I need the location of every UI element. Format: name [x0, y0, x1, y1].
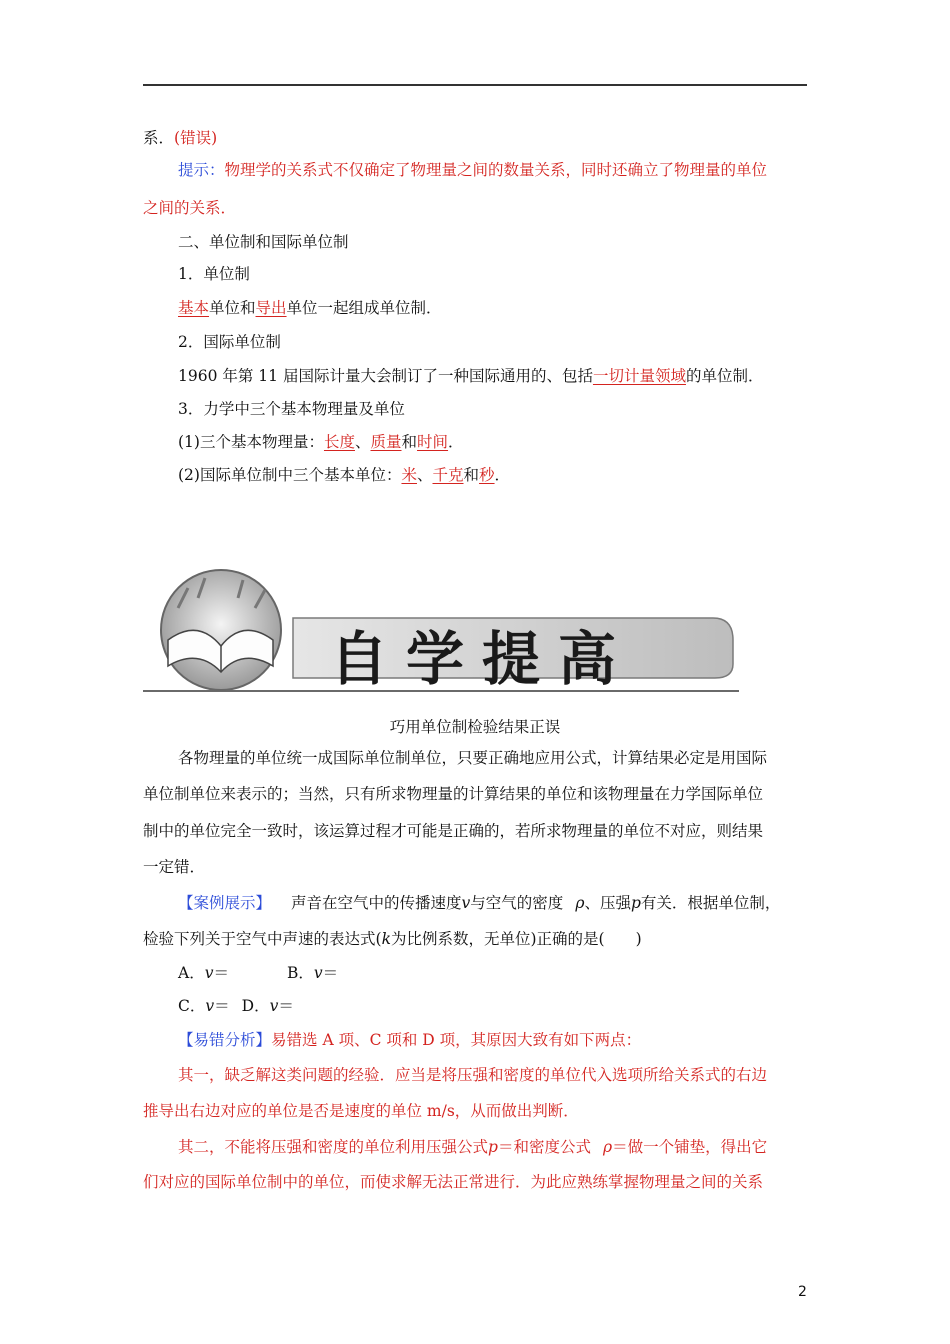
var-rho: ρ — [575, 894, 585, 912]
analysis-reason-1 — [178, 1065, 848, 1085]
text: ＝和密度公式 — [497, 1138, 591, 1156]
options-cd — [178, 996, 848, 1016]
text: 的单位制． — [685, 367, 764, 385]
blank-second: 秒 — [479, 466, 495, 484]
blank-time: 时间 — [417, 433, 449, 451]
blank-all-fields: 一切计量领域 — [592, 367, 686, 385]
si-line — [178, 366, 848, 386]
text: 单位和 — [209, 299, 256, 317]
section-heading-2: 二、单位制和国际单位制 — [178, 233, 349, 251]
analysis-line-1 — [178, 1030, 848, 1050]
text: 与空气的密度 — [470, 894, 564, 912]
blank-meter: 米 — [401, 466, 417, 484]
para-line-1: 各物理量的单位统一成国际单位制单位，只要正确地应用公式，计算结果必定是用国际 — [178, 749, 768, 767]
base-units-line — [178, 465, 848, 485]
verdict-wrong: (错误) — [174, 129, 218, 147]
text: 1960 年第 11 届国际计量大会制订了一种国际通用的、包括 — [178, 367, 593, 385]
eq: ＝ — [214, 997, 230, 1015]
option-c: C． — [178, 997, 206, 1015]
unit-system-line — [178, 298, 848, 318]
blank-basic: 基本 — [178, 299, 210, 317]
item-3-heading: 3．力学中三个基本物理量及单位 — [178, 400, 405, 418]
item-1-heading: 1．单位制 — [178, 265, 250, 283]
var-v: v — [205, 997, 215, 1015]
blank-kilogram: 千克 — [432, 466, 464, 484]
case-line-1 — [178, 893, 848, 913]
text: 单位一起组成单位制． — [286, 299, 442, 317]
blank-derived: 导出 — [255, 299, 287, 317]
blank-mass: 质量 — [370, 433, 402, 451]
line-relation — [143, 128, 813, 148]
eq: ＝ — [278, 997, 294, 1015]
sep: 和 — [401, 433, 418, 451]
text: (1)三个基本物理量： — [178, 433, 324, 451]
var-p: p — [488, 1138, 498, 1156]
para-line-2: 单位制单位来表示的；当然，只有所求物理量的计算结果的单位和该物理量在力学国际单位 — [143, 785, 764, 803]
var-v: v — [461, 894, 471, 912]
text: 乏解这类问题的经验．应当是将压强和密度的单位代入选项所给关系式的右边 — [240, 1066, 768, 1084]
hint-label: 提示： — [178, 161, 225, 179]
text: (2)国际单位制中三个基本单位： — [178, 466, 402, 484]
sep: ． — [448, 433, 464, 451]
para-line-4: 一定错． — [143, 858, 206, 876]
analysis-reason-2-cont: 们对应的国际单位制中的单位，而使求解无法正常进行．为此应熟练掌握物理量之间的关系 — [143, 1173, 764, 1191]
text: 其一，缺 — [178, 1066, 241, 1084]
analysis-text: 易错选 A 项、C 项和 D 项，其原因大致有如下两点： — [271, 1031, 642, 1049]
item-2-heading: 2．国际单位制 — [178, 333, 281, 351]
header-rule — [143, 84, 807, 86]
var-k: k — [381, 930, 391, 948]
text: 系． — [143, 129, 175, 147]
hint-text-cont: 了物理量之间的数量关系，同时还确立了物理量的单位 — [395, 161, 768, 179]
banner-title: 自学提高 — [330, 625, 635, 693]
var-v: v — [204, 964, 214, 982]
section-title: 巧用单位制检验结果正误 — [389, 718, 561, 736]
eq: ＝ — [213, 964, 229, 982]
var-rho: ρ — [602, 1138, 613, 1156]
option-d: D． — [241, 997, 270, 1015]
page-number: 2 — [798, 1284, 807, 1300]
text: 其二，不能将压强和密度的单位利用压强公式 — [178, 1138, 489, 1156]
sep: 、 — [416, 466, 433, 484]
text: ＝做一个铺垫，得出它 — [612, 1138, 768, 1156]
options-ab — [178, 963, 848, 983]
text: 有关．根据单位制， — [640, 894, 781, 912]
hint-line — [178, 160, 848, 180]
var-v: v — [269, 997, 279, 1015]
case-line-2 — [143, 929, 813, 949]
sep: 和 — [463, 466, 480, 484]
case-label: 【案例展示】 — [178, 894, 272, 912]
text: 为比例系数，无单位)正确的是( ) — [390, 930, 642, 948]
analysis-reason-1-cont: 推导出右边对应的单位是否是速度的单位 m/s，从而做出判断． — [143, 1102, 579, 1120]
option-a: A． — [178, 964, 205, 982]
analysis-reason-2 — [178, 1137, 848, 1157]
para-line-3: 制中的单位完全一致时，该运算过程才可能是正确的，若所求物理量的单位不对应，则结果 — [143, 822, 764, 840]
hint-line-2: 之间的关系． — [143, 199, 237, 217]
analysis-label: 【易错分析】 — [178, 1031, 272, 1049]
var-p: p — [630, 894, 641, 912]
base-quantities-line — [178, 432, 848, 452]
blank-length: 长度 — [323, 433, 355, 451]
text: 检验下列关于空气中声速的表达式( — [143, 930, 382, 948]
eq: ＝ — [322, 964, 339, 982]
hint-text: 物理学的关系式不仅确定 — [224, 161, 396, 179]
text: 、压强 — [584, 894, 631, 912]
var-v: v — [313, 964, 323, 982]
sep: ． — [494, 466, 511, 484]
option-b: B． — [286, 964, 314, 982]
sep: 、 — [354, 433, 371, 451]
text: 声音在空气中的传播速度 — [291, 894, 462, 912]
